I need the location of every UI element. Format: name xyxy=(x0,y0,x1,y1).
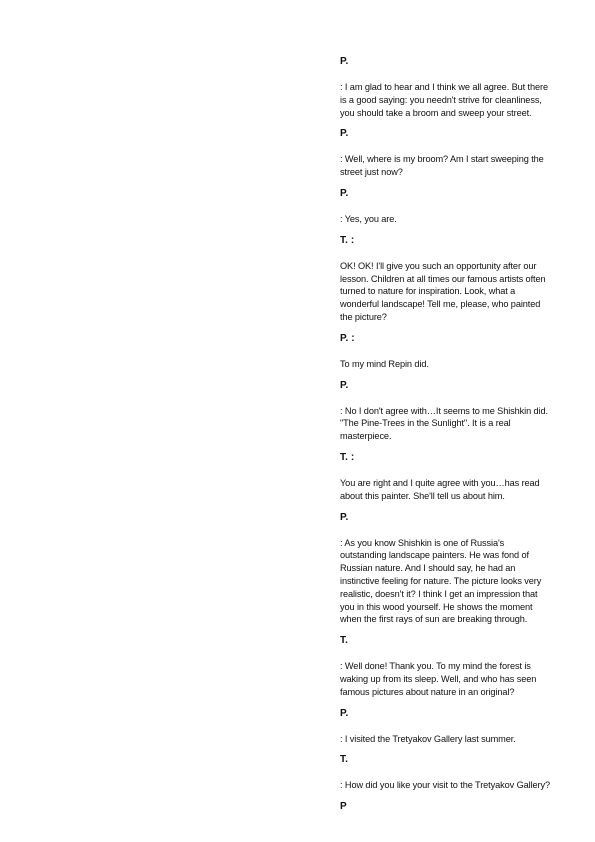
dialogue-entry xyxy=(340,801,552,813)
dialogue-entry xyxy=(340,380,552,443)
utterance-text: : No I don't agree with…It seems to me Shishkin did. "The Pine-Trees in the Sunlight". It is a real masterpiece. xyxy=(340,405,548,442)
utterance-text: : Yes, you are. xyxy=(340,213,397,224)
utterance-text: : As you know Shishkin is one of Russia's outstanding landscape painters. He was fond of Russian nature. And I should say, he had an instinctive feeling for nature. The picture looks very realistic, doesn't it? I think I get an impression that you in this wood yourself. He shows the moment when the first rays of sun are breaking through. xyxy=(340,537,542,625)
speaker-label: T. xyxy=(340,635,348,647)
utterance-text: OK! OK! I'll give you such an opportunity after our lesson. Children at all times our famous artists often turned to nature for inspiration. Look, what a wonderful landscape! Tell me, please, who painted the picture? xyxy=(340,260,546,322)
dialogue-entry xyxy=(340,452,552,503)
speaker-label: P. xyxy=(340,187,349,199)
speaker-label: P. xyxy=(340,707,349,719)
speaker-label: T. xyxy=(340,754,348,766)
speaker-label: T. : xyxy=(340,451,355,463)
utterance-text: You are right and I quite agree with you…has read about this painter. She'll tell us about him. xyxy=(340,477,540,501)
utterance-text: : I am glad to hear and I think we all agree. But there is a good saying: you needn't strive for cleanliness, you should take a broom and sweep your street. xyxy=(340,82,548,118)
utterance-text: : Well, where is my broom? Am I start sweeping the street just now? xyxy=(340,154,544,178)
dialogue-entry xyxy=(340,333,552,371)
dialogue-entry xyxy=(340,635,552,698)
speaker-label: P. xyxy=(340,56,349,67)
utterance-text: : How did you like your visit to the Tretyakov Gallery? xyxy=(340,780,550,791)
speaker-label: P. : xyxy=(340,332,355,344)
speaker-label: P. xyxy=(340,511,349,523)
dialogue-entry xyxy=(340,188,552,226)
speaker-label: P xyxy=(340,801,347,813)
dialogue-entry xyxy=(340,56,552,119)
utterance-text: To my mind Repin did. xyxy=(340,358,429,369)
dialogue-entry xyxy=(340,754,552,792)
dialogue-entry xyxy=(340,235,552,324)
document-page xyxy=(340,56,552,826)
dialogue-entry xyxy=(340,708,552,746)
dialogue-entry xyxy=(340,512,552,627)
dialogue-entry xyxy=(340,128,552,179)
speaker-label: P. xyxy=(340,379,349,391)
utterance-text: : I visited the Tretyakov Gallery last summer. xyxy=(340,733,516,744)
speaker-label: T. : xyxy=(340,234,355,246)
speaker-label: P. xyxy=(340,128,349,140)
utterance-text: : Well done! Thank you. To my mind the forest is waking up from its sleep. Well, and who has seen famous pictures about nature in an original? xyxy=(340,661,537,697)
